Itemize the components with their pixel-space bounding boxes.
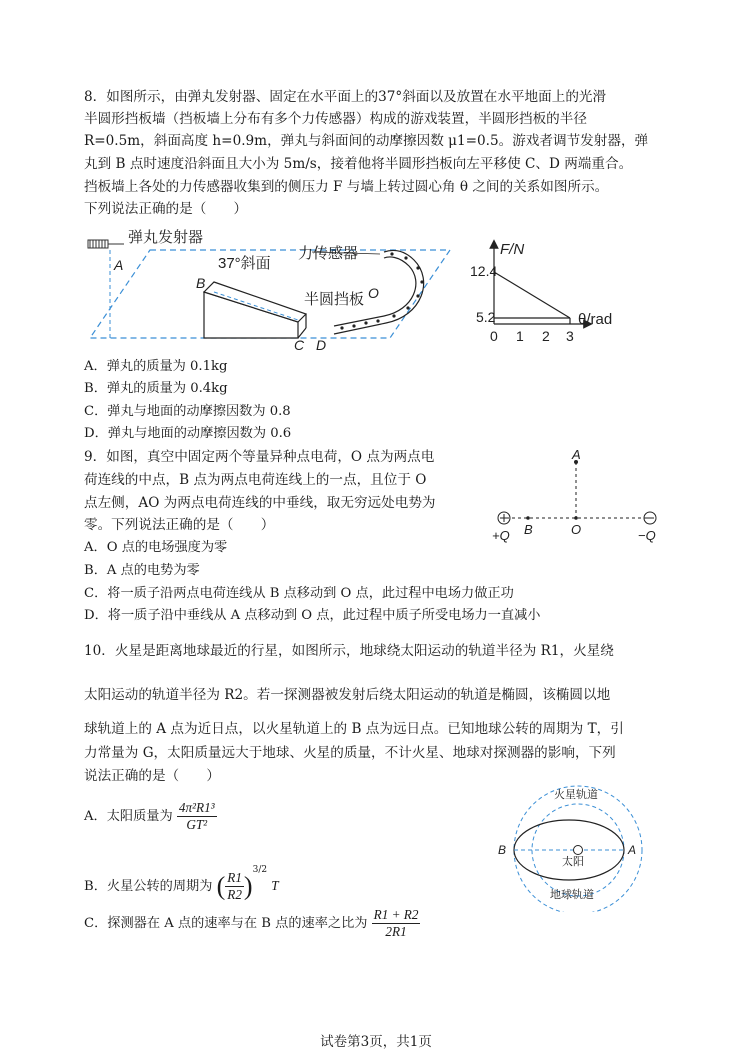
q10-option-c[interactable]	[84, 904, 420, 944]
sun-mass-formula	[177, 800, 217, 833]
orbit-figure	[492, 782, 652, 912]
orbit-point-a-label: A	[628, 843, 637, 857]
graph-x-tick: 1	[516, 328, 524, 344]
slope-label: 37°斜面	[218, 255, 271, 272]
q9-option-d[interactable]: D．将一质子沿中垂线从 A 点移动到 O 点，此过程中质子所受电场力一直减小	[84, 608, 541, 623]
q9-line: 点左侧，AO 为两点电荷连线的中垂线，取无穷远处电势为	[84, 495, 436, 511]
q8-line: R=0.5m，斜面高度 h=0.9m，弹丸与斜面间的动摩擦因数 μ1=0.5。游戏者调节发射器，弹	[84, 133, 649, 149]
graph-x-tick: 2	[542, 328, 550, 344]
q8-option-c[interactable]: C．弹丸与地面的动摩擦因数为 0.8	[84, 404, 291, 419]
q8-option-d[interactable]: D．弹丸与地面的动摩擦因数为 0.6	[84, 426, 292, 441]
speed-ratio-formula	[372, 907, 421, 940]
graph-y-tick: 5.2	[476, 309, 496, 325]
formula-denominator: GT²	[186, 817, 208, 832]
q10-option-b[interactable]: B．火星公转的周期为 ( $\frac{R1}{R2}$ )$^{3/2}$ T	[84, 865, 279, 902]
graph-y-label: F/N	[500, 241, 525, 258]
q8-apparatus-figure	[84, 222, 464, 352]
q9-line: 9．如图，真空中固定两个等量异种点电荷，O 点为两点电	[84, 449, 435, 465]
sensor-label: 力传感器	[298, 245, 359, 262]
q9-plus-q-label: +Q	[492, 528, 510, 543]
q9-line: 零。下列说法正确的是（ ）	[84, 517, 275, 533]
q10-option-b-text: B．火星公转的周期为	[84, 879, 213, 894]
q10-line: 说法正确的是（ ）	[84, 768, 220, 784]
graph-x-label: θ/rad	[578, 311, 613, 328]
f-theta-graph	[470, 238, 630, 350]
earth-orbit-label: 地球轨道	[550, 889, 594, 901]
formula-denominator: 2R1	[385, 924, 407, 939]
formula-tail: T	[271, 878, 279, 893]
mars-orbit-label: 火星轨道	[554, 789, 598, 801]
orbit-point-b-label: B	[498, 843, 507, 857]
formula-numerator: R1	[227, 870, 242, 885]
q9-option-a[interactable]: A．O 点的电场强度为零	[84, 540, 228, 555]
q8-line: 下列说法正确的是（ ）	[84, 201, 248, 217]
graph-x-tick: 3	[566, 328, 574, 344]
point-c-label: C	[294, 337, 305, 352]
q10-option-c-text: C．探测器在 A 点的速率与在 B 点的速率之比为	[84, 916, 368, 931]
graph-y-tick: 12.4	[470, 263, 498, 279]
formula-exponent: 3/2	[252, 865, 268, 875]
point-a-label: A	[114, 257, 124, 273]
q9-charge-figure	[488, 448, 668, 544]
q10-option-a[interactable]	[84, 798, 217, 836]
q8-line: 8．如图所示，由弹丸发射器、固定在水平面上的37°斜面以及放置在水平地面上的光滑	[84, 89, 607, 105]
point-b-label: B	[196, 275, 206, 291]
point-d-label: D	[316, 337, 327, 352]
launcher-label: 弹丸发射器	[128, 229, 204, 246]
point-o-label: O	[368, 285, 379, 301]
graph-x-tick: 0	[490, 328, 498, 344]
q9-option-c[interactable]: C．将一质子沿两点电荷连线从 B 点移动到 O 点，此过程中电场力做正功	[84, 586, 514, 601]
q10-line: 10．火星是距离地球最近的行星，如图所示，地球绕太阳运动的轨道半径为 R1，火星绕	[84, 643, 614, 659]
sun-icon	[574, 846, 583, 855]
period-ratio-formula	[225, 870, 244, 903]
q8-option-b[interactable]: B．弹丸的质量为 0.4kg	[84, 381, 228, 396]
q9-point-b-label: B	[524, 522, 533, 537]
q10-line: 球轨道上的 A 点为近日点，以火星轨道上的 B 点为远日点。已知地球公转的周期为 T，引	[84, 721, 624, 737]
q9-minus-q-label: −Q	[638, 528, 656, 543]
shield-label: 半圆挡板	[304, 291, 365, 308]
q9-point-a-label: A	[572, 448, 581, 462]
page-footer: 试卷第3页，共1页	[320, 1034, 432, 1050]
q10-line: 力常量为 G，太阳质量远大于地球、火星的质量，不计火星、地球对探测器的影响，下列	[84, 745, 616, 761]
q10-line: 太阳运动的轨道半径为 R2。若一探测器被发射后绕太阳运动的轨道是椭圆，该椭圆以地	[84, 687, 611, 703]
q8-option-a[interactable]: A．弹丸的质量为 0.1kg	[84, 359, 228, 374]
q10-option-a-text: A．太阳质量为	[84, 809, 173, 824]
formula-denominator: R2	[227, 887, 242, 902]
q9-point-o-label: O	[571, 522, 582, 537]
q8-line: 挡板墙上各处的力传感器收集到的侧压力 F 与墙上转过圆心角 θ 之间的关系如图所示。	[84, 179, 609, 195]
sun-label: 太阳	[562, 856, 584, 868]
q9-option-b[interactable]: B．A 点的电势为零	[84, 563, 200, 578]
formula-numerator: R1 + R2	[373, 907, 419, 922]
q9-line: 荷连线的中点，B 点为两点电荷连线上的一点，且位于 O	[84, 472, 427, 488]
q8-line: 丸到 B 点时速度沿斜面且大小为 5m/s，接着他将半圆形挡板向左平移使 C、D 两端重合。	[84, 156, 633, 172]
q8-line: 半圆形挡板墙（挡板墙上分布有多个力传感器）构成的游戏装置，半圆形挡板的半径	[84, 111, 587, 127]
formula-numerator: 4π²R1³	[178, 800, 215, 815]
